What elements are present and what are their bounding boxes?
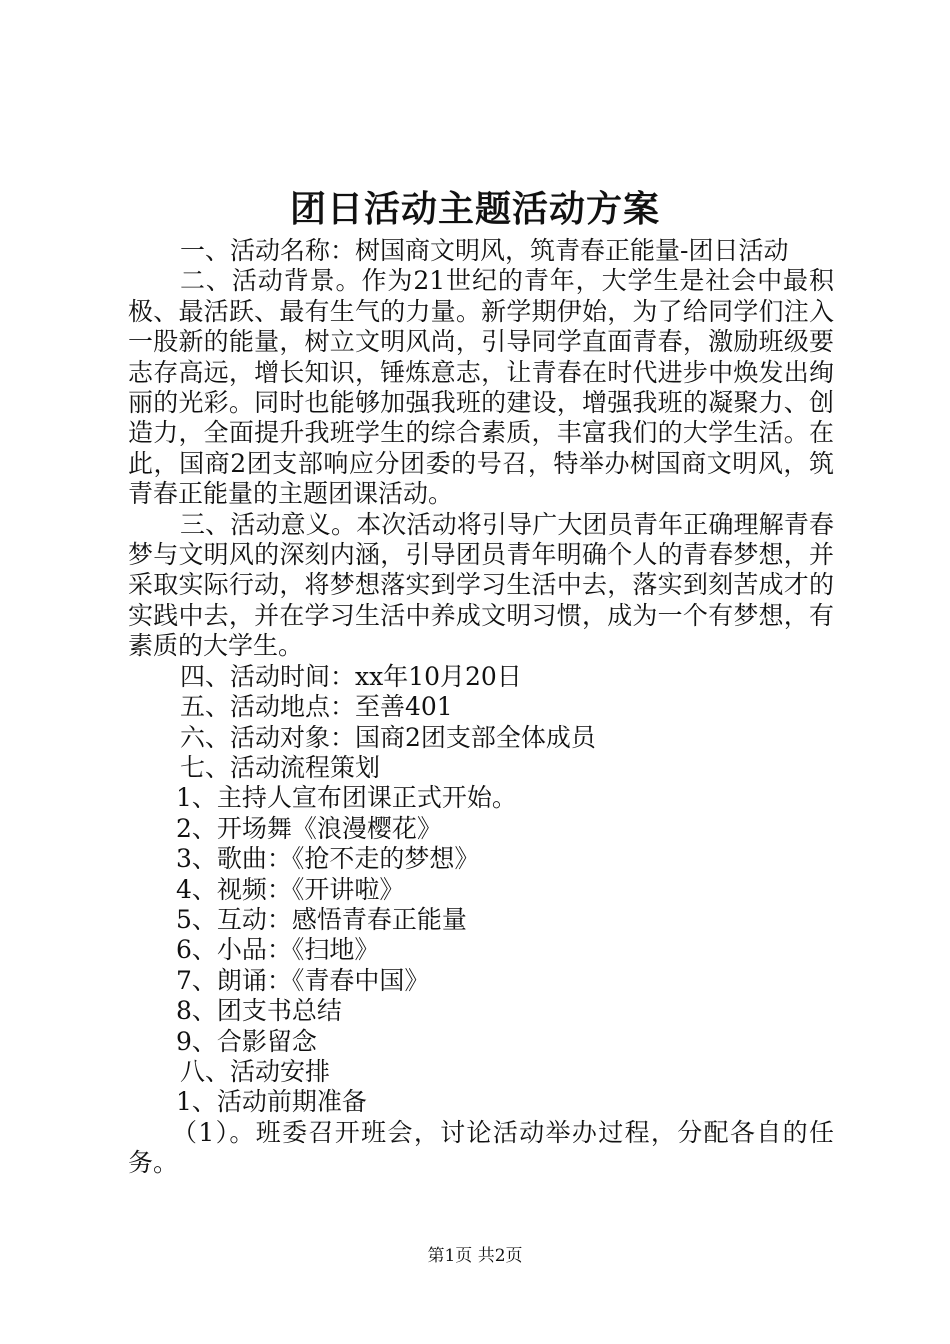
flow-item: 8、团支书总结 — [176, 996, 342, 1026]
flow-item: 6、小品：《扫地》 — [176, 935, 380, 965]
paragraph-arrangement-heading: 八、活动安排 — [180, 1056, 331, 1086]
flow-item: 4、视频：《开讲啦》 — [176, 874, 405, 904]
flow-item: 5、互动：感悟青春正能量 — [176, 904, 467, 934]
document-body — [128, 236, 834, 1179]
flow-item: 3、歌曲：《抢不走的梦想》 — [176, 844, 480, 874]
flow-item: 2、开场舞《浪漫樱花》 — [176, 813, 442, 843]
paragraph-background: 二、活动背景。作为21世纪的青年，大学生是社会中最积极、最活跃、最有生气的力量。新学期伊始，为了给同学们注入一股新的能量，树立文明风尚，引导同学直面青春，激励班级要志存高远，增长知识，锤炼意志，让青春在时代进步中焕发出绚丽的光彩。同时也能够加强我班的建设，增强我班的凝聚力、创造力，全面提升我班学生的综合素质，丰富我们的大学生活。在此，国商2团支部响应分团委的号召，特举办树国商文明风，筑青春正能量的主题团课活动。 — [128, 266, 834, 509]
flow-item: 9、合影留念 — [176, 1026, 317, 1056]
paragraph-activity-name: 一、活动名称：树国商文明风，筑青春正能量-团日活动 — [180, 236, 789, 265]
paragraph-arrangement-item: （1）。班委召开班会，讨论活动举办过程，分配各自的任务。 — [128, 1117, 834, 1178]
paragraph-significance: 三、活动意义。本次活动将引导广大团员青年正确理解青春梦与文明风的深刻内涵，引导团员青年明确个人的青春梦想，并采取实际行动，将梦想落实到学习生活中去，落实到刻苦成才的实践中去，并在学习生活中养成文明习惯，成为一个有梦想，有素质的大学生。 — [128, 509, 834, 661]
paragraph-time: 四、活动时间：xx年10月20日 — [180, 661, 522, 691]
paragraph-audience: 六、活动对象：国商2团支部全体成员 — [180, 722, 596, 752]
paragraph-flow-heading: 七、活动流程策划 — [180, 752, 381, 782]
flow-item: 7、朗诵：《青春中国》 — [176, 965, 430, 995]
paragraph-arrangement-sub: 1、活动前期准备 — [176, 1087, 367, 1117]
document-title: 团日活动主题活动方案 — [289, 188, 660, 230]
flow-item: 1、主持人宣布团课正式开始。 — [176, 783, 517, 813]
paragraph-location: 五、活动地点：至善401 — [180, 692, 453, 722]
page-footer: 第1页 共2页 — [427, 1246, 523, 1266]
